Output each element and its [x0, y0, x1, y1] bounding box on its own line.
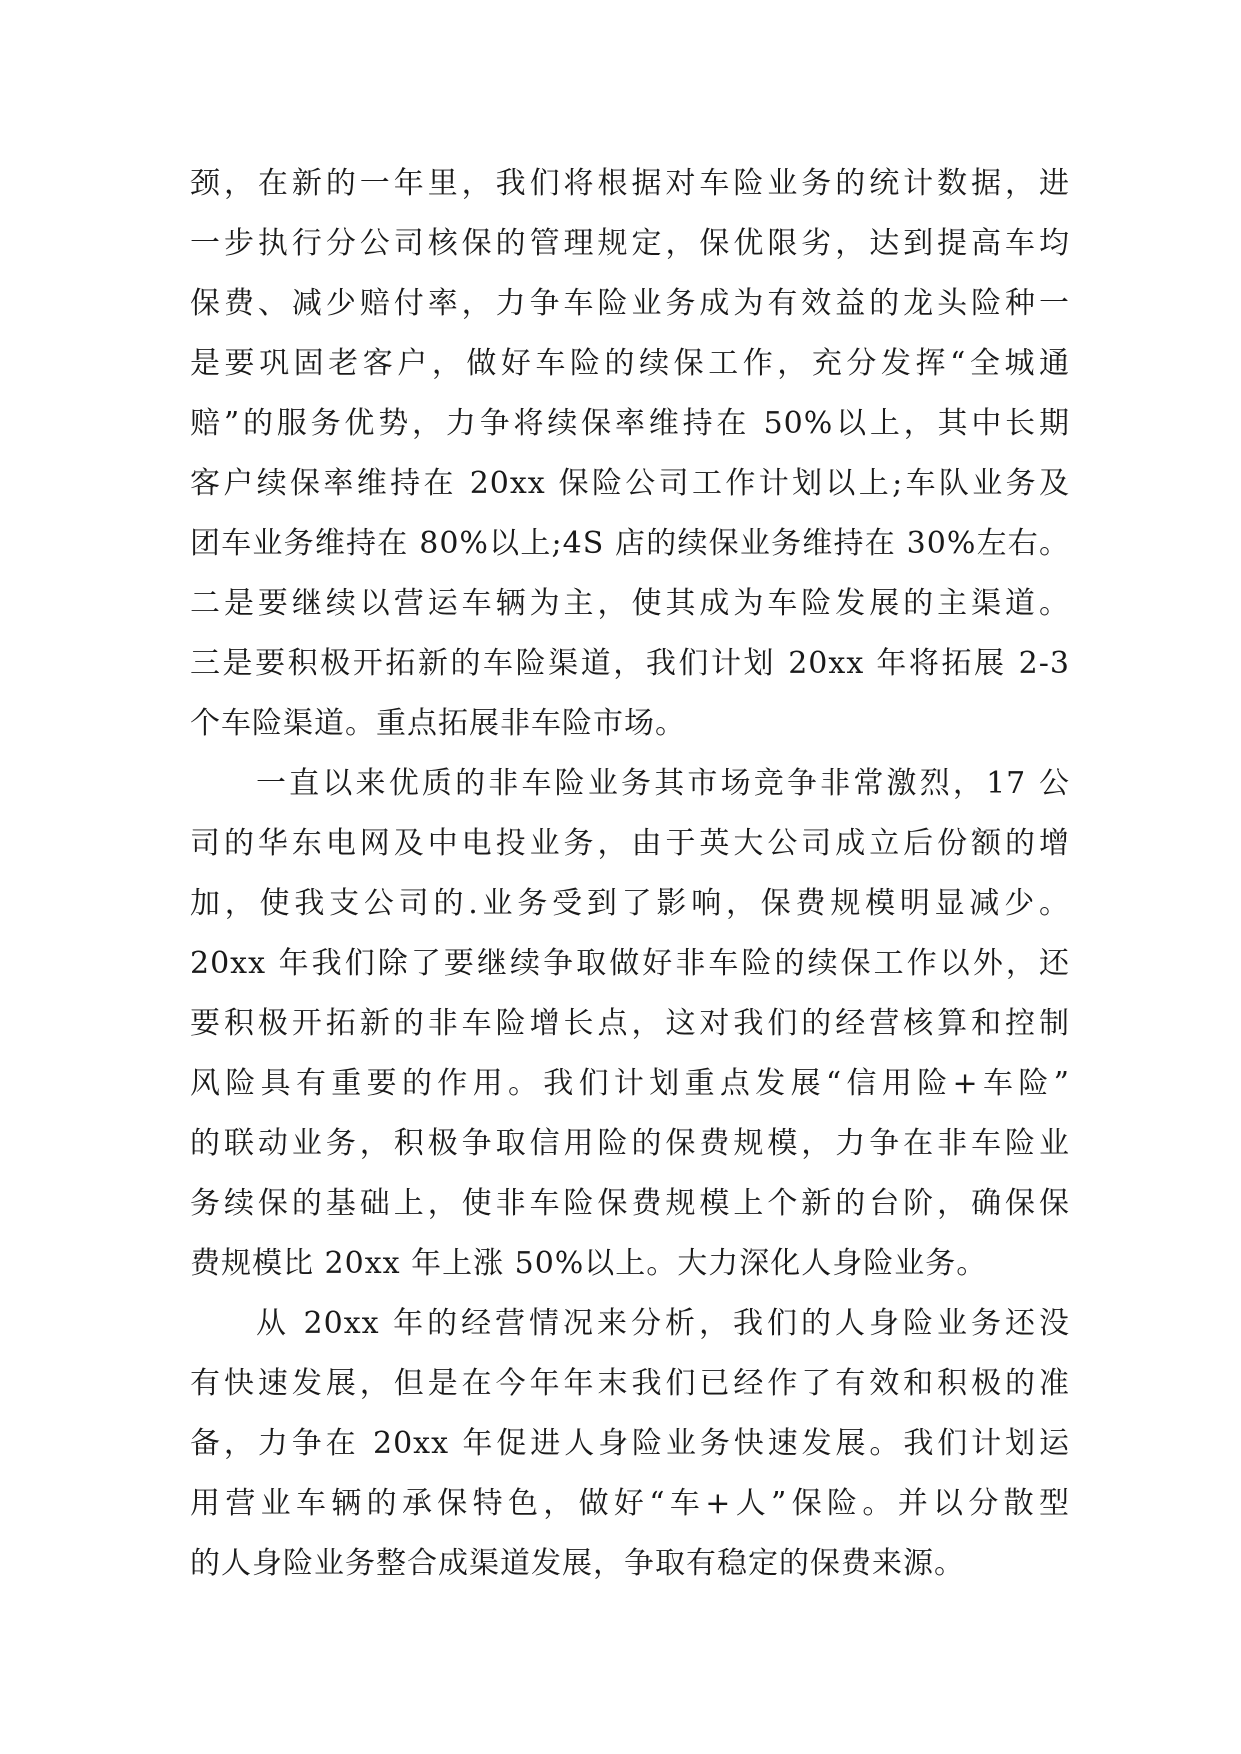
text-line: 的人身险业务整合成渠道发展，争取有稳定的保费来源。: [190, 1546, 965, 1581]
text-line: 客户续保率维持在 20xx 保险公司工作计划以上;车队业务及: [190, 466, 1070, 501]
text-line: 的联动业务，积极争取信用险的保费规模，力争在非车险业: [190, 1126, 1070, 1161]
paragraph-vehicle-insurance: [190, 154, 1070, 754]
text-line: 司的华东电网及中电投业务，由于英大公司成立后份额的增: [190, 826, 1070, 861]
text-line: 团车业务维持在 80%以上;4S 店的续保业务维持在 30%左右。: [190, 526, 1070, 561]
text-line: 费规模比 20xx 年上涨 50%以上。大力深化人身险业务。: [190, 1246, 988, 1281]
text-line: 风险具有重要的作用。我们计划重点发展“信用险+车险”: [190, 1066, 1070, 1101]
text-line: 务续保的基础上，使非车险保费规模上个新的台阶，确保保: [190, 1186, 1070, 1221]
paragraph-non-vehicle-insurance: [190, 754, 1070, 1294]
text-line: 从 20xx 年的经营情况来分析，我们的人身险业务还没: [256, 1306, 1070, 1341]
text-line: 个车险渠道。重点拓展非车险市场。: [190, 706, 686, 741]
text-line: 三是要积极开拓新的车险渠道，我们计划 20xx 年将拓展 2-3: [190, 646, 1070, 681]
text-line: 一直以来优质的非车险业务其市场竞争非常激烈，17 公: [256, 766, 1070, 801]
text-line: 加，使我支公司的.业务受到了影响，保费规模明显减少。: [190, 886, 1070, 921]
text-line: 有快速发展，但是在今年年末我们已经作了有效和积极的准: [190, 1366, 1070, 1401]
text-line: 赔”的服务优势，力争将续保率维持在 50%以上，其中长期: [190, 406, 1070, 441]
text-line: 二是要继续以营运车辆为主，使其成为车险发展的主渠道。: [190, 586, 1070, 621]
text-line: 要积极开拓新的非车险增长点，这对我们的经营核算和控制: [190, 1006, 1070, 1041]
paragraph-personal-insurance: [190, 1294, 1070, 1594]
text-line: 保费、减少赔付率，力争车险业务成为有效益的龙头险种一: [190, 286, 1070, 321]
text-line: 是要巩固老客户，做好车险的续保工作，充分发挥“全城通: [190, 346, 1070, 381]
text-line: 一步执行分公司核保的管理规定，保优限劣，达到提高车均: [190, 226, 1070, 261]
text-line: 用营业车辆的承保特色，做好“车+人”保险。并以分散型: [190, 1486, 1070, 1521]
text-line: 备，力争在 20xx 年促进人身险业务快速发展。我们计划运: [190, 1426, 1070, 1461]
text-line: 20xx 年我们除了要继续争取做好非车险的续保工作以外，还: [190, 946, 1070, 981]
text-line: 颈，在新的一年里，我们将根据对车险业务的统计数据，进: [190, 166, 1070, 201]
